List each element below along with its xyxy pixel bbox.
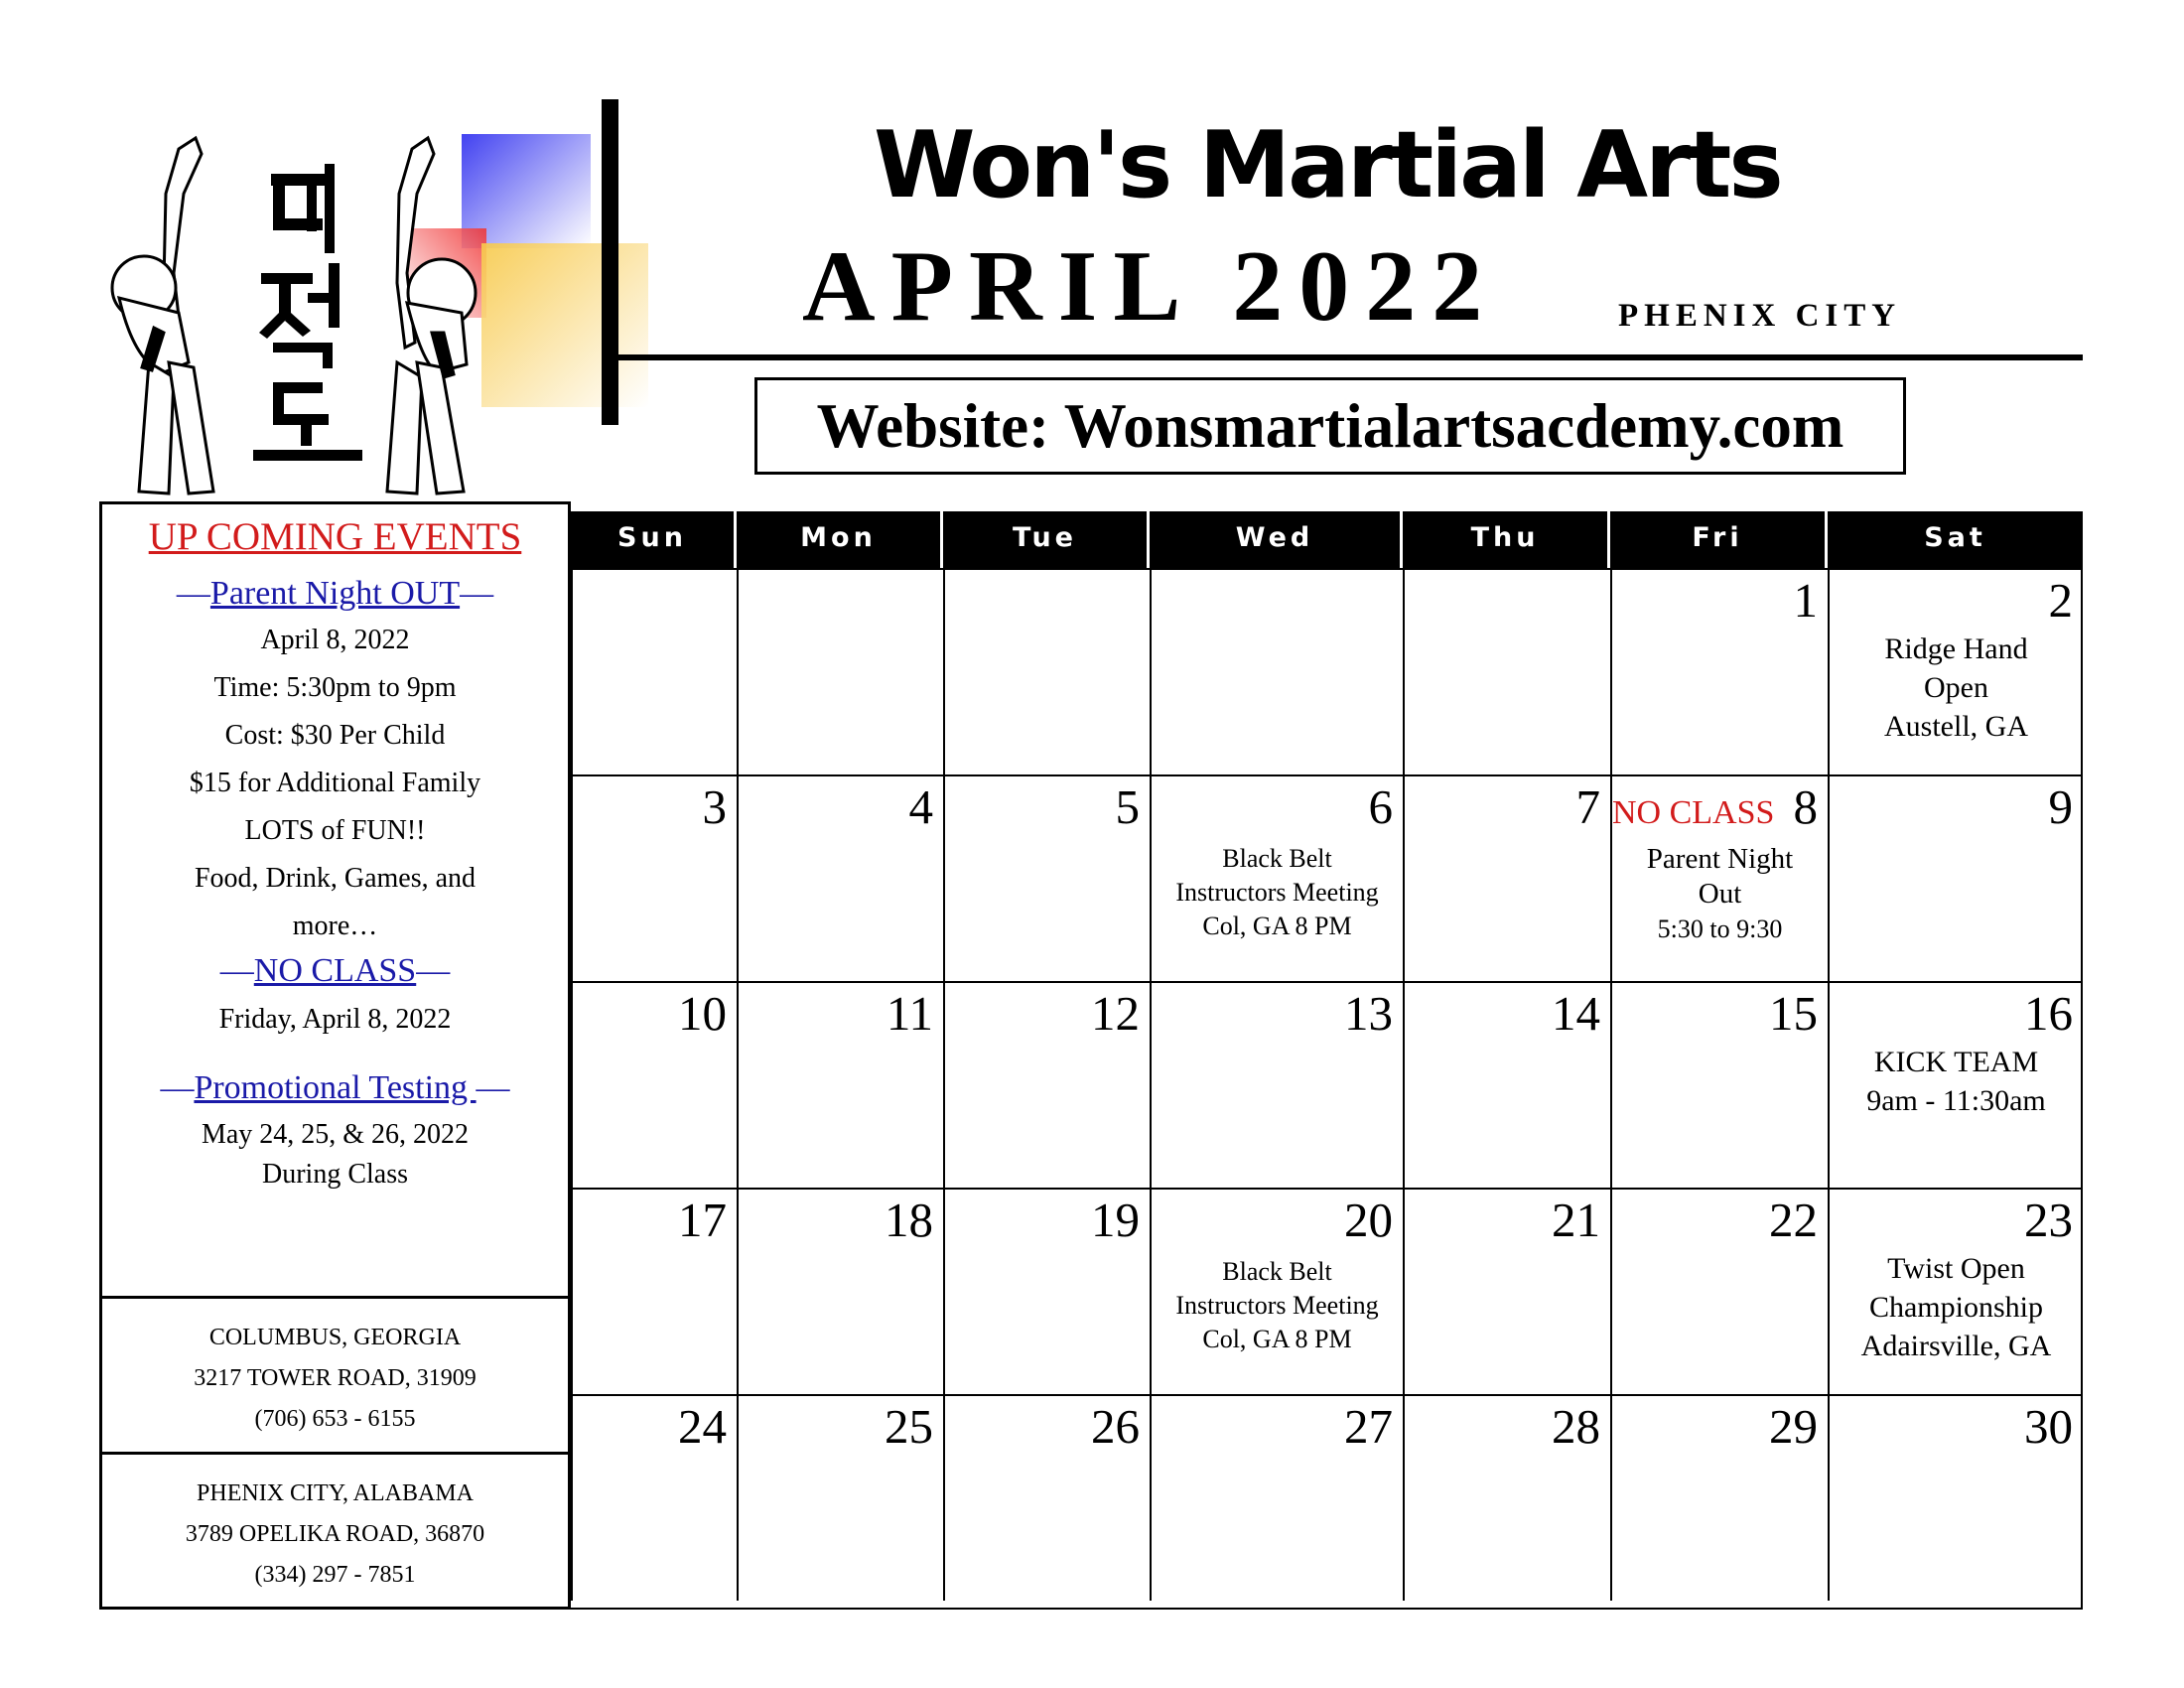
day-cell[interactable] bbox=[737, 568, 943, 774]
event-line: Black Belt bbox=[1222, 1257, 1332, 1286]
upcoming-events-title: UP COMING EVENTS bbox=[148, 515, 522, 558]
day-cell[interactable] bbox=[1610, 1188, 1828, 1394]
event-line: Col, GA 8 PM bbox=[1202, 1325, 1352, 1353]
event-detail: Food, Drink, Games, and bbox=[194, 863, 477, 894]
event-detail: LOTS of FUN!! bbox=[244, 815, 426, 846]
event-line: Open bbox=[1924, 671, 1988, 704]
day-number: 9 bbox=[2048, 779, 2073, 834]
header-horizontal-rule bbox=[602, 354, 2083, 360]
address-city: COLUMBUS, GEORGIA bbox=[208, 1325, 462, 1350]
day-cell[interactable] bbox=[1828, 774, 2083, 981]
calendar-grid bbox=[571, 511, 2083, 1610]
weekday-header-sun: Sun bbox=[571, 511, 737, 570]
day-cell[interactable] bbox=[737, 1394, 943, 1601]
weekday-header-fri: Fri bbox=[1610, 511, 1828, 570]
day-cell[interactable] bbox=[943, 774, 1150, 981]
day-number: 2 bbox=[2048, 573, 2073, 628]
day-cell[interactable] bbox=[737, 774, 943, 981]
day-cell[interactable] bbox=[1610, 1394, 1828, 1601]
day-cell[interactable] bbox=[943, 1188, 1150, 1394]
day-cell[interactable] bbox=[1828, 568, 2083, 774]
event-line: Instructors Meeting bbox=[1175, 878, 1379, 907]
calendar-event bbox=[1152, 842, 1403, 943]
event-heading-parent-night: —Parent Night OUT— bbox=[176, 575, 494, 612]
weekday-header-tue: Tue bbox=[943, 511, 1150, 570]
day-cell[interactable] bbox=[571, 774, 737, 981]
weekday-header-thu: Thu bbox=[1403, 511, 1610, 570]
day-cell[interactable] bbox=[1150, 1394, 1403, 1601]
day-cell[interactable] bbox=[943, 1394, 1150, 1601]
event-line: Championship bbox=[1868, 1291, 2043, 1324]
event-line: Out bbox=[1698, 878, 1742, 910]
day-number: 10 bbox=[678, 986, 727, 1041]
address-phone: (706) 653 - 6155 bbox=[254, 1406, 416, 1432]
day-number: 12 bbox=[1091, 986, 1140, 1041]
day-cell[interactable] bbox=[737, 981, 943, 1188]
day-number: 5 bbox=[1115, 779, 1140, 834]
day-cell[interactable] bbox=[1610, 981, 1828, 1188]
day-cell[interactable] bbox=[571, 1394, 737, 1601]
day-cell[interactable] bbox=[1403, 774, 1610, 981]
day-number: 27 bbox=[1344, 1399, 1393, 1454]
event-heading-promotional-testing: —Promotional Testing — bbox=[160, 1069, 510, 1106]
location-phenix-city bbox=[102, 1452, 568, 1607]
day-cell[interactable] bbox=[1150, 568, 1403, 774]
calendar-event bbox=[1830, 630, 2083, 746]
event-detail: $15 for Additional Family bbox=[189, 768, 481, 798]
event-line: Austell, GA bbox=[1884, 710, 2028, 743]
address-street: 3217 TOWER ROAD, 31909 bbox=[194, 1365, 477, 1391]
day-cell[interactable] bbox=[943, 568, 1150, 774]
event-line: Col, GA 8 PM bbox=[1202, 912, 1352, 940]
event-line: KICK TEAM bbox=[1873, 1046, 2039, 1078]
calendar-event bbox=[1612, 842, 1828, 946]
day-cell[interactable] bbox=[1403, 1188, 1610, 1394]
day-number: 7 bbox=[1575, 779, 1600, 834]
location-label: PHENIX CITY bbox=[1618, 298, 1902, 334]
day-cell[interactable] bbox=[943, 981, 1150, 1188]
event-line: Parent Night bbox=[1646, 843, 1794, 875]
page-title: Won's Martial Arts bbox=[874, 111, 1781, 218]
day-number: 28 bbox=[1552, 1399, 1600, 1454]
event-detail: more… bbox=[292, 911, 378, 941]
calendar-event bbox=[1830, 1043, 2083, 1120]
day-number: 20 bbox=[1344, 1193, 1393, 1247]
day-number: 22 bbox=[1769, 1193, 1818, 1247]
day-cell[interactable] bbox=[1150, 1188, 1403, 1394]
day-cell[interactable] bbox=[1828, 1394, 2083, 1601]
event-detail: April 8, 2022 bbox=[260, 625, 410, 655]
weekday-header-mon: Mon bbox=[737, 511, 943, 570]
event-line: 9am - 11:30am bbox=[1866, 1084, 2046, 1117]
event-line: 5:30 to 9:30 bbox=[1657, 914, 1783, 943]
event-line: Black Belt bbox=[1222, 844, 1332, 873]
day-number: 29 bbox=[1769, 1399, 1818, 1454]
day-cell[interactable] bbox=[1150, 981, 1403, 1188]
calendar-event bbox=[1830, 1249, 2083, 1365]
day-number: 30 bbox=[2024, 1399, 2073, 1454]
event-line: Instructors Meeting bbox=[1175, 1291, 1379, 1320]
day-cell[interactable] bbox=[1403, 568, 1610, 774]
day-number: 19 bbox=[1091, 1193, 1140, 1247]
day-number: 14 bbox=[1552, 986, 1600, 1041]
day-cell[interactable] bbox=[1150, 774, 1403, 981]
day-number: 15 bbox=[1769, 986, 1818, 1041]
event-line: Ridge Hand bbox=[1884, 633, 2028, 665]
events-sidebar bbox=[99, 501, 571, 1610]
day-cell[interactable] bbox=[1828, 1188, 2083, 1394]
day-number: 1 bbox=[1793, 573, 1818, 628]
calendar-event bbox=[1152, 1255, 1403, 1356]
day-number: 8 bbox=[1793, 779, 1818, 834]
kicker-figure-left bbox=[112, 138, 213, 493]
event-detail: Cost: $30 Per Child bbox=[224, 720, 446, 751]
month-year-heading: APRIL 2022 bbox=[802, 230, 1499, 343]
event-heading-no-class: —NO CLASS— bbox=[219, 952, 451, 989]
day-number: 17 bbox=[678, 1193, 727, 1247]
website-box: Website: Wonsmartialartsacdemy.com bbox=[754, 377, 1906, 475]
day-number: 6 bbox=[1368, 779, 1393, 834]
day-number: 3 bbox=[702, 779, 727, 834]
day-number: 21 bbox=[1552, 1193, 1600, 1247]
event-detail: Time: 5:30pm to 9pm bbox=[213, 672, 457, 703]
upcoming-events-panel bbox=[102, 504, 568, 1296]
address-phone: (334) 297 - 7851 bbox=[254, 1562, 416, 1588]
day-number: 23 bbox=[2024, 1193, 2073, 1247]
day-cell[interactable] bbox=[1610, 774, 1828, 981]
address-street: 3789 OPELIKA ROAD, 36870 bbox=[185, 1521, 485, 1547]
day-cell[interactable] bbox=[1610, 568, 1828, 774]
day-cell[interactable] bbox=[571, 1188, 737, 1394]
weekday-header-sat: Sat bbox=[1828, 511, 2083, 570]
day-cell[interactable] bbox=[571, 568, 737, 774]
taekwondo-logo bbox=[94, 134, 690, 506]
header-vertical-rule bbox=[602, 99, 618, 425]
event-detail: Friday, April 8, 2022 bbox=[218, 1004, 452, 1035]
day-number: 13 bbox=[1344, 986, 1393, 1041]
day-cell[interactable] bbox=[1403, 981, 1610, 1188]
day-cell[interactable] bbox=[737, 1188, 943, 1394]
event-detail: During Class bbox=[262, 1159, 408, 1190]
location-columbus bbox=[102, 1296, 568, 1452]
day-number: 24 bbox=[678, 1399, 727, 1454]
day-cell[interactable] bbox=[1828, 981, 2083, 1188]
day-number: 11 bbox=[886, 986, 933, 1041]
no-class-note: NO CLASS bbox=[1612, 794, 1775, 831]
day-number: 4 bbox=[908, 779, 933, 834]
day-cell[interactable] bbox=[1403, 1394, 1610, 1601]
address-city: PHENIX CITY, ALABAMA bbox=[197, 1480, 474, 1506]
event-detail: May 24, 25, & 26, 2022 bbox=[201, 1119, 470, 1150]
weekday-header-wed: Wed bbox=[1150, 511, 1403, 570]
day-number: 16 bbox=[2024, 986, 2073, 1041]
event-line: Twist Open bbox=[1887, 1252, 2025, 1285]
day-cell[interactable] bbox=[571, 981, 737, 1188]
event-line: Adairsville, GA bbox=[1860, 1330, 2052, 1362]
day-number: 26 bbox=[1091, 1399, 1140, 1454]
day-number: 25 bbox=[885, 1399, 933, 1454]
day-number: 18 bbox=[885, 1193, 933, 1247]
